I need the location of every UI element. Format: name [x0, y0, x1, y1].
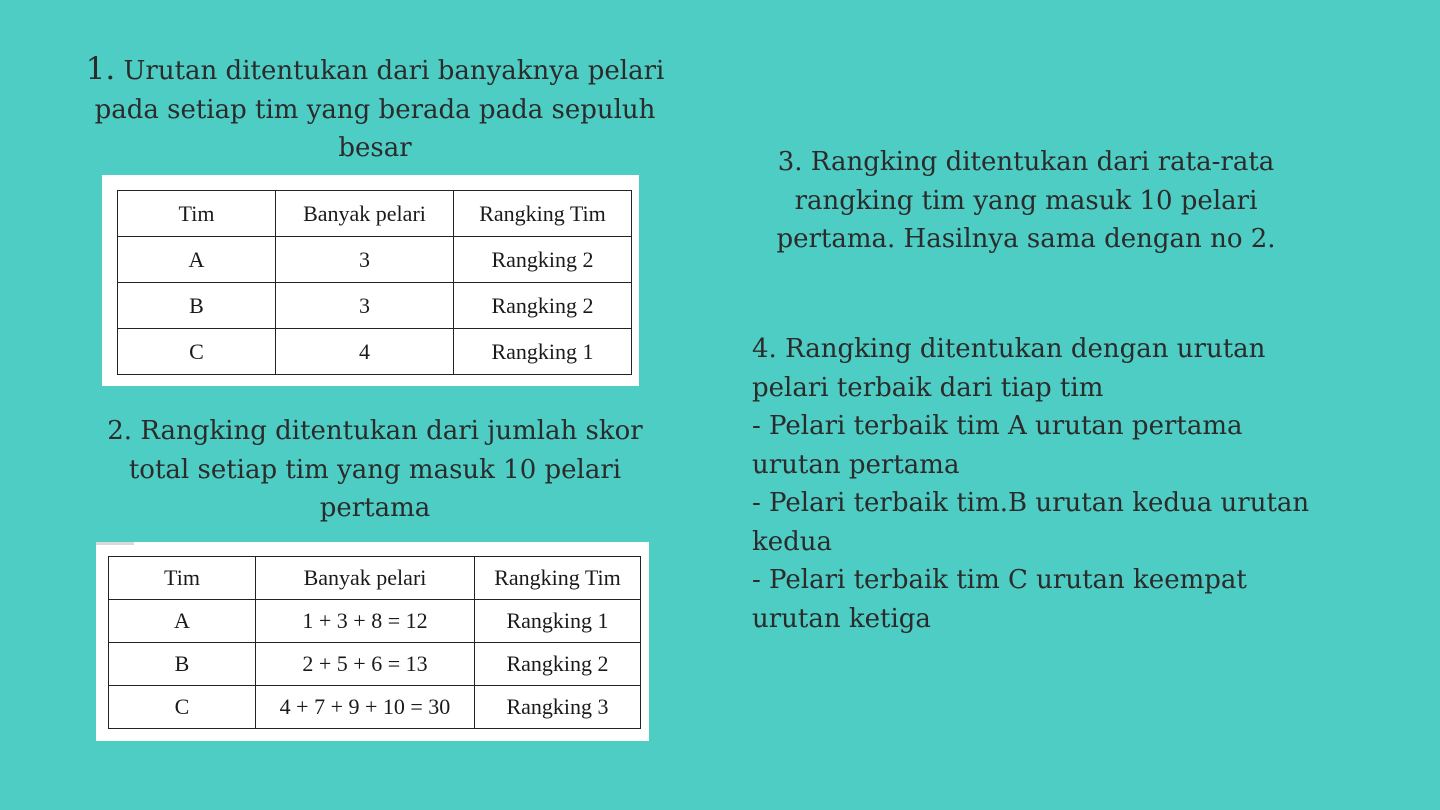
section-4-line-2: pelari terbaik dari tiap tim [752, 372, 1104, 403]
table-cell: 4 + 7 + 9 + 10 = 30 [256, 686, 475, 729]
section-1-line-1-text: Urutan ditentukan dari banyaknya pelari [115, 56, 665, 86]
section-2-line-1: 2. Rangking ditentukan dari jumlah skor [107, 416, 643, 446]
section-2-line-2: total setiap tim yang masuk 10 pelari [128, 454, 622, 485]
table-row [109, 643, 641, 686]
section-3-line-3: pertama. Hasilnya sama dengan no 2. [776, 224, 1276, 254]
table-2-image [96, 542, 649, 741]
table-cell: 2 + 5 + 6 = 13 [256, 643, 475, 686]
table-cell: A [118, 237, 276, 283]
table-row [109, 686, 641, 729]
table-1-header-banyak-pelari: Banyak pelari [276, 191, 454, 237]
table-1 [117, 190, 632, 375]
table-2-header-tim: Tim [109, 557, 256, 600]
section-1-text [70, 50, 680, 168]
section-1-line-1 [70, 50, 680, 91]
section-1-line-2: pada setiap tim yang berada pada sepuluh [94, 94, 656, 125]
section-3-text [736, 143, 1316, 259]
table-2-header-row [109, 557, 641, 600]
table-cell: A [109, 600, 256, 643]
table-cell: 3 [276, 237, 454, 283]
table-cell: B [118, 283, 276, 329]
section-4-line-3: - Pelari terbaik tim A urutan pertama [752, 411, 1243, 441]
section-4-line-6: kedua [752, 526, 833, 557]
table-1-image [102, 175, 639, 386]
table-2-header-rangking-tim: Rangking Tim [475, 557, 641, 600]
table-cell: Rangking 2 [475, 643, 641, 686]
table-cell: C [118, 329, 276, 375]
section-1-line-3: besar [338, 133, 412, 163]
table-row [109, 600, 641, 643]
table-cell: Rangking 2 [454, 283, 632, 329]
section-3-line-2: rangking tim yang masuk 10 pelari [794, 185, 1258, 216]
table-cell: Rangking 1 [454, 329, 632, 375]
table-cell: 4 [276, 329, 454, 375]
section-4-line-5: - Pelari terbaik tim.B urutan kedua urutan [752, 488, 1310, 518]
section-4-line-1: 4. Rangking ditentukan dengan urutan [752, 334, 1266, 364]
table-cell: Rangking 2 [454, 237, 632, 283]
section-3-line-1: 3. Rangking ditentukan dari rata-rata [777, 147, 1275, 177]
section-1-number: 1. [85, 51, 116, 87]
table-cell: 1 + 3 + 8 = 12 [256, 600, 475, 643]
table-1-header-row [118, 191, 632, 237]
section-4-line-7: - Pelari terbaik tim C urutan keempat [752, 565, 1247, 595]
section-4-text [752, 330, 1352, 638]
table-1-header-tim: Tim [118, 191, 276, 237]
table-1-header-rangking-tim: Rangking Tim [454, 191, 632, 237]
section-4-line-8: urutan ketiga [752, 603, 931, 634]
section-2-text [90, 412, 660, 528]
section-2-line-3: pertama [319, 493, 431, 523]
table-cell: Rangking 3 [475, 686, 641, 729]
table-cell: C [109, 686, 256, 729]
table-2-header-banyak-pelari: Banyak pelari [256, 557, 475, 600]
table-2-top-marker [96, 542, 134, 545]
table-row [118, 329, 632, 375]
section-4-line-4: urutan pertama [752, 449, 960, 480]
table-row [118, 237, 632, 283]
table-2 [108, 556, 641, 729]
table-cell: 3 [276, 283, 454, 329]
table-row [118, 283, 632, 329]
table-cell: B [109, 643, 256, 686]
table-cell: Rangking 1 [475, 600, 641, 643]
